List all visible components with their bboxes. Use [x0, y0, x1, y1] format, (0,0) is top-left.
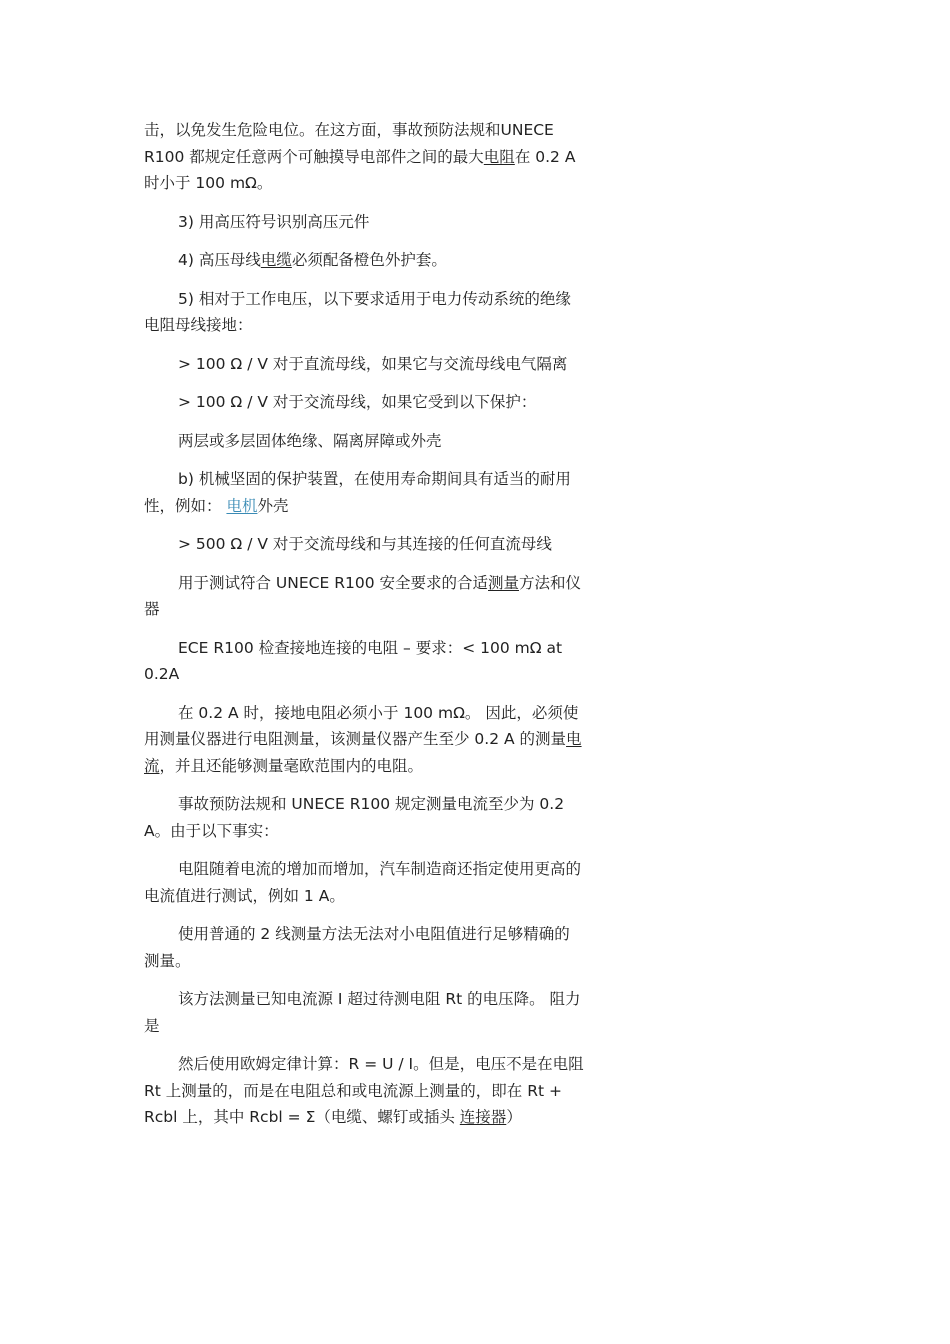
paragraph	[144, 986, 584, 1039]
text-segment: ECE R100 检查接地连接的电阻 – 要求：< 100 mΩ at 0.2A	[144, 638, 563, 683]
text-segment: 5) 相对于工作电压，以下要求适用于电力传动系统的绝缘电阻母线接地：	[144, 289, 571, 334]
text-segment: ）	[506, 1108, 522, 1126]
paragraph	[144, 791, 584, 844]
paragraph	[144, 117, 584, 197]
text-segment: b) 机械坚固的保护装置，在使用寿命期间具有适当的耐用性，例如：	[144, 470, 571, 515]
underlined-term: 电流	[144, 730, 582, 775]
text-segment: ，并且还能够测量毫欧范围内的电阻。	[159, 756, 424, 775]
text-segment: 用于测试符合 UNECE R100 安全要求的合适	[178, 573, 488, 592]
text-segment: 该方法测量已知电流源 I 超过待测电阻 Rt 的电压降。 阻力是	[144, 990, 581, 1035]
paragraph	[144, 531, 584, 558]
text-segment: 在 0.2 A 时小于 100 mΩ。	[144, 147, 576, 192]
text-segment: > 100 Ω / V 对于直流母线，如果它与交流母线电气隔离	[178, 354, 568, 373]
hyperlink[interactable]: 电机	[226, 496, 258, 515]
paragraph	[144, 856, 584, 909]
paragraph	[144, 570, 584, 623]
text-segment: 外壳	[257, 496, 289, 515]
paragraph	[144, 389, 584, 416]
text-segment: 3) 用高压符号识别高压元件	[178, 212, 370, 231]
text-segment: 方法和仪器	[144, 573, 582, 618]
text-segment: 然后使用欧姆定律计算：R = U / I。但是，电压不是在电阻 Rt 上测量的，而是在电阻总和或电流源上测量的，即在 Rt + Rcbl 上，其中 Rcbl = Σ（电缆、螺钉或插头	[144, 1055, 584, 1126]
paragraph	[144, 351, 584, 378]
paragraph	[144, 700, 584, 780]
underlined-term: 电阻	[483, 147, 515, 166]
underlined-term: 电缆	[260, 251, 292, 269]
text-segment: > 500 Ω / V 对于交流母线和与其连接的任何直流母线	[178, 535, 552, 553]
underlined-term: 测量	[488, 573, 520, 592]
paragraph	[144, 209, 584, 236]
paragraph	[144, 466, 584, 519]
text-segment: 电阻随着电流的增加而增加，汽车制造商还指定使用更高的电流值进行测试，例如 1 A。	[144, 860, 582, 905]
paragraph	[144, 286, 584, 339]
document-body	[144, 117, 584, 1143]
text-segment: 两层或多层固体绝缘、隔离屏障或外壳	[178, 431, 442, 450]
text-segment: 击，以免发生危险电位。在这方面，事故预防法规和UNECE R100 都规定任意两个可触摸导电部件之间的最大	[144, 121, 554, 166]
paragraph	[144, 247, 584, 274]
underlined-term: 连接器	[459, 1108, 507, 1126]
text-segment: 使用普通的 2 线测量方法无法对小电阻值进行足够精确的测量。	[144, 925, 570, 970]
paragraph	[144, 1051, 584, 1131]
text-segment: 4) 高压母线	[178, 251, 261, 269]
text-segment: 在 0.2 A 时，接地电阻必须小于 100 mΩ。 因此，必须使用测量仪器进行电阻测量，该测量仪器产生至少 0.2 A 的测量	[144, 703, 579, 748]
paragraph	[144, 428, 584, 455]
text-segment: 事故预防法规和 UNECE R100 规定测量电流至少为 0.2 A。由于以下事实：	[144, 795, 565, 840]
paragraph	[144, 635, 584, 688]
text-segment: > 100 Ω / V 对于交流母线，如果它受到以下保护：	[178, 393, 537, 411]
text-segment: 必须配备橙色外护套。	[291, 251, 447, 269]
paragraph	[144, 921, 584, 974]
